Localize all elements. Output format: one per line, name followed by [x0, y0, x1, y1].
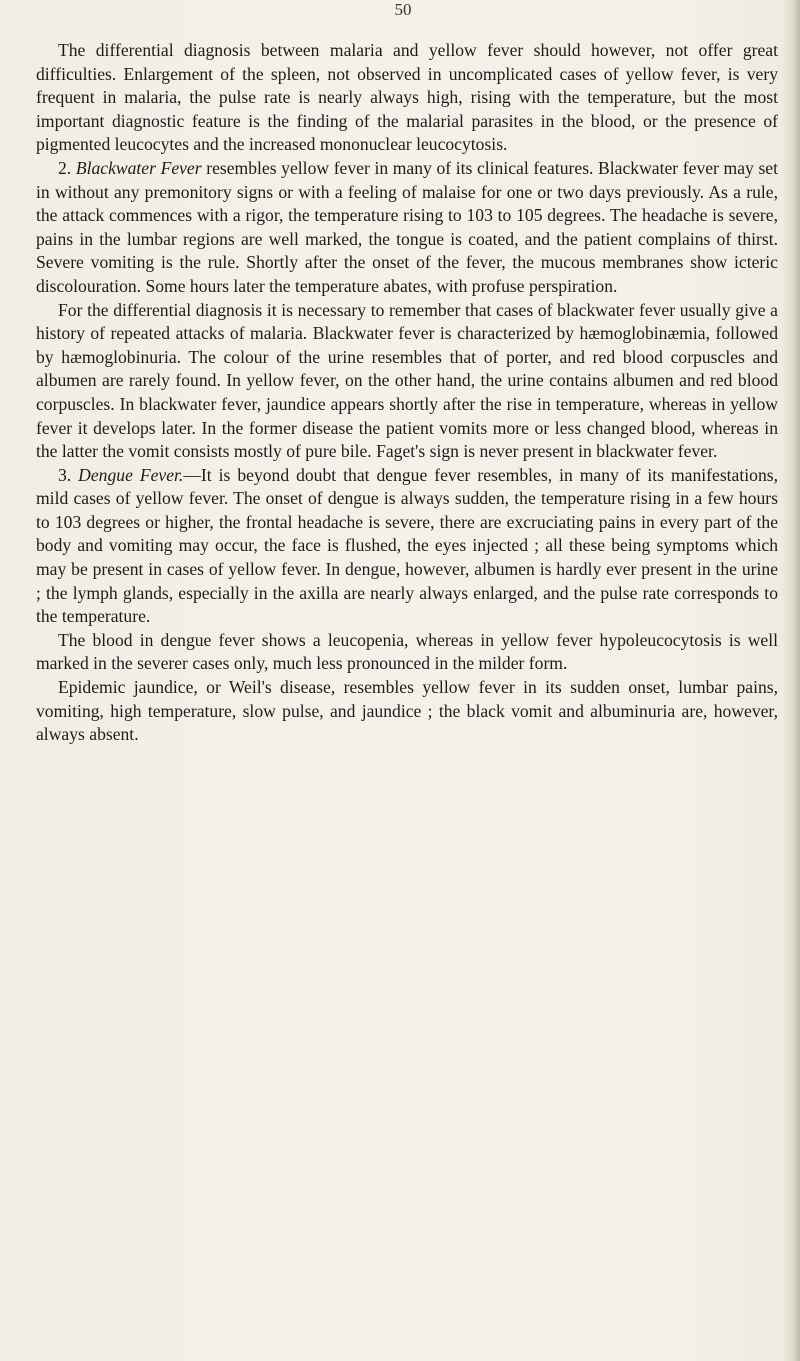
paragraph-text: The blood in dengue fever shows a leucopenia, whereas in yellow fever hypoleucocytosis is well marked in the severer cases only, much less pronounced in the milder form.	[36, 629, 778, 674]
paragraph-dengue-blood	[36, 629, 778, 676]
paragraph-text: For the differential diagnosis it is necessary to remember that cases of blackwater fever usually give a history of repeated attacks of malaria. Blackwater fever is characterized by hæmoglobinæmia, followed by hæmoglobinuria. The colour of the urine resembles that of porter, and red blood corpuscles and albumen are rarely found. In yellow fever, on the other hand, the urine contains albumen and red blood corpuscles. In blackwater fever, jaundice appears shortly after the rise in temperature, whereas in yellow fever it develops later. In the former disease the patient vomits more or less changed blood, whereas in the latter the vomit consists mostly of pure bile. Faget's sign is never present in blackwater fever.	[36, 299, 778, 462]
paragraph-text: The differential diagnosis between malaria and yellow fever should however, not offer great difficulties. Enlargement of the spleen, not observed in uncomplicated cases of yellow fever, is very frequent in malaria, the pulse rate is nearly always high, rising with the temperature, but the most important diagnostic feature is the finding of the malarial parasites in the blood, or the presence of pigmented leucocytes and the increased mononuclear leucocytosis.	[36, 40, 778, 155]
paragraph-dengue-fever	[36, 464, 778, 629]
paragraph-blackwater-differential	[36, 299, 778, 464]
paragraph-blackwater-fever	[36, 157, 778, 299]
section-heading-blackwater-fever: Blackwater Fever	[75, 157, 202, 178]
section-number: 3.	[58, 464, 72, 485]
section-heading-dengue-fever: Dengue Fever.	[78, 464, 184, 485]
body-text	[36, 39, 778, 747]
page-number: 50	[394, 0, 412, 19]
paragraph-text: resembles yellow fever in many of its clinical features. Blackwater fever may set in without any premonitory signs or with a feeling of malaise for one or two days previously. As a rule, the attack commences with a rigor, the temperature rising to 103 to 105 degrees. The headache is severe, pains in the lumbar regions are well marked, the tongue is coated, and the patient complains of thirst. Severe vomiting is the rule. Shortly after the onset of the fever, the mucous membranes show icteric discolouration. Some hours later the temperature abates, with profuse perspiration.	[36, 157, 778, 296]
page-edge-shadow	[782, 0, 800, 1361]
section-number: 2.	[58, 157, 72, 178]
paragraph-text: Epidemic jaundice, or Weil's disease, resembles yellow fever in its sudden onset, lumbar pains, vomiting, high temperature, slow pulse, and jaundice ; the black vomit and albuminuria are, however, always absent.	[36, 677, 778, 745]
paragraph-text: —It is beyond doubt that dengue fever resembles, in many of its manifestations, mild cases of yellow fever. The onset of dengue is always sudden, the temperature rising in a few hours to 103 degrees or higher, the frontal headache is severe, there are excruciating pains in every part of the body and vomiting may occur, the face is flushed, the eyes injected ; all these being symptoms which may be present in cases of yellow fever. In dengue, however, albumen is hardly ever present in the urine ; the lymph glands, especially in the axilla are nearly always enlarged, and the pulse rate corresponds to the temperature.	[36, 464, 778, 627]
paragraph-epidemic-jaundice	[36, 676, 778, 747]
paragraph-malaria-diagnosis	[36, 39, 778, 157]
